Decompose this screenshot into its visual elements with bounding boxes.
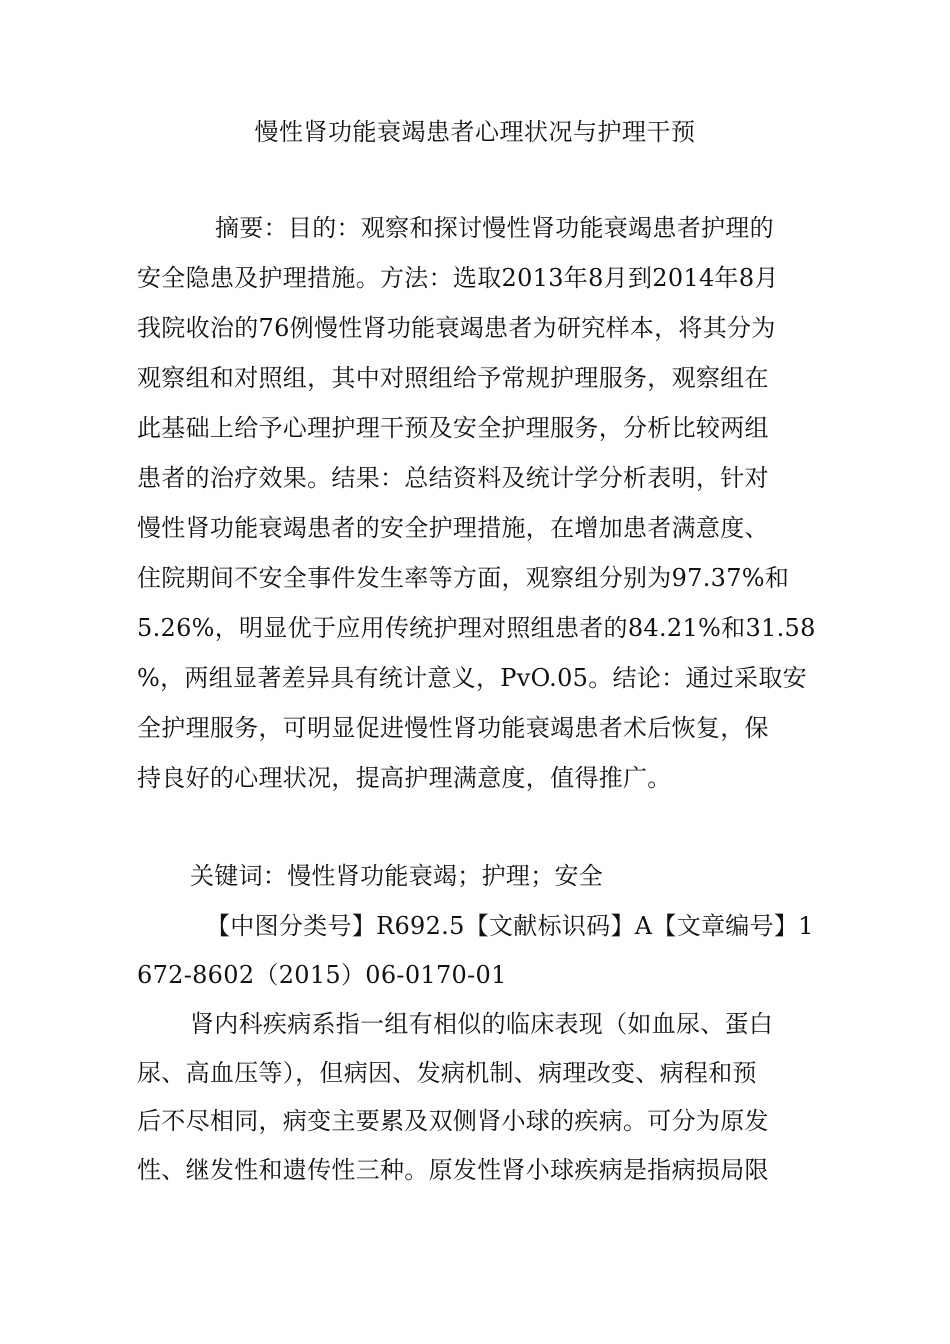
- classification-line: 【中图分类号】R692.5【文献标识码】A【文章编号】1: [206, 912, 814, 940]
- keywords-paragraph: [137, 852, 817, 901]
- abstract-line: 持良好的心理状况，提高护理满意度，值得推广。: [137, 764, 672, 792]
- abstract-line: 安全隐患及护理措施。方法：选取2013年8月到2014年8月: [137, 264, 779, 292]
- intro-line: 后不尽相同，病变主要累及双侧肾小球的疾病。可分为原发: [137, 1107, 769, 1135]
- classification-line: 672-8602（2015）06-0170-01: [137, 961, 507, 989]
- keywords-line: 关键词：慢性肾功能衰竭；护理；安全: [190, 862, 604, 890]
- abstract-line: 患者的治疗效果。结果：总结资料及统计学分析表明，针对: [137, 464, 769, 492]
- abstract-line: 慢性肾功能衰竭患者的安全护理措施，在增加患者满意度、: [137, 514, 769, 542]
- abstract-line: 住院期间不安全事件发生率等方面，观察组分别为97.37%和: [137, 564, 790, 592]
- abstract-line: %，两组显著差异具有统计意义，PvO.05。结论：通过采取安: [137, 664, 807, 692]
- abstract-line: 我院收治的76例慢性肾功能衰竭患者为研究样本，将其分为: [137, 314, 776, 342]
- abstract-line: 全护理服务，可明显促进慢性肾功能衰竭患者术后恢复，保: [137, 714, 769, 742]
- intro-paragraph: [137, 1000, 817, 1194]
- classification-paragraph: [137, 902, 817, 1000]
- abstract-line: 观察组和对照组，其中对照组给予常规护理服务，观察组在: [137, 364, 769, 392]
- abstract-paragraph: [137, 203, 817, 803]
- document-title: 慢性肾功能衰竭患者心理状况与护理干预: [254, 118, 696, 146]
- abstract-line: 5.26%，明显优于应用传统护理对照组患者的84.21%和31.58: [137, 614, 816, 642]
- intro-line: 肾内科疾病系指一组有相似的临床表现（如血尿、蛋白: [190, 1010, 774, 1038]
- intro-line: 性、继发性和遗传性三种。原发性肾小球疾病是指病损局限: [137, 1155, 769, 1184]
- intro-line: 尿、高血压等），但病因、发病机制、病理改变、病程和预: [137, 1058, 757, 1087]
- abstract-line: 摘要：目的：观察和探讨慢性肾功能衰竭患者护理的: [215, 214, 774, 242]
- abstract-line: 此基础上给予心理护理干预及安全护理服务，分析比较两组: [137, 414, 769, 442]
